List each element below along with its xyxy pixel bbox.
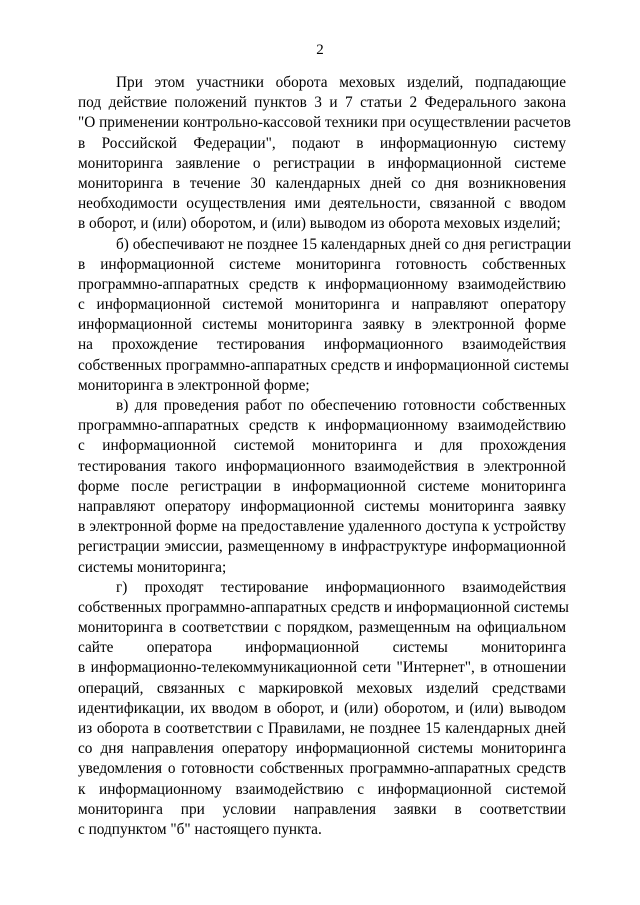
text-line: из оборота в соответствии с Правилами, не позднее 15 календарных дней — [78, 720, 566, 737]
text-line: системы мониторинга; — [78, 558, 227, 576]
text-line: б) обеспечивают не позднее 15 календарных дней со дня регистрации — [116, 235, 572, 253]
document-body — [78, 73, 572, 840]
text-line: в) для проведения работ по обеспечению готовности собственных — [116, 397, 566, 414]
text-line: со дня направления оператору информационной системы мониторинга — [78, 740, 566, 758]
text-line: мониторинга в электронной форме; — [78, 376, 310, 394]
page-number: 2 — [316, 42, 324, 58]
text-line: мониторинга в соответствии с порядком, размещенным на официальном — [78, 619, 566, 637]
text-line: в информационно-телекоммуникационной сети "Интернет", в отношении — [78, 659, 566, 677]
text-line: с информационной системой мониторинга и для прохождения — [78, 437, 566, 455]
text-line: с подпунктом "б" настоящего пункта. — [78, 820, 322, 838]
text-line: уведомления о готовности собственных программно-аппаратных средств — [78, 760, 566, 778]
text-line: операций, связанных с маркировкой меховых изделий средствами — [78, 679, 566, 697]
text-line: собственных программно-аппаратных средств и информационной системы — [78, 356, 569, 374]
text-line: программно-аппаратных средств к информационному взаимодействию — [78, 417, 566, 435]
text-line: мониторинга при условии направления заявки в соответствии — [78, 800, 566, 818]
text-line: необходимости осуществления ими деятельности, связанной с вводом — [78, 195, 566, 213]
text-line: тестирования такого информационного взаимодействия в электронной — [78, 457, 566, 475]
text-line: направляют оператору информационной системы мониторинга заявку — [78, 497, 566, 515]
text-line: г) проходят тестирование информационного взаимодействия — [116, 578, 566, 596]
paragraph-g — [78, 578, 569, 840]
paragraph-participants — [78, 73, 571, 235]
text-line: "О применении контрольно-кассовой техники при осуществлении расчетов — [78, 114, 571, 132]
text-line: При этом участники оборота меховых изделий, подпадающие — [116, 74, 566, 91]
text-line: идентификации, их вводом в оборот, и (или) оборотом, и (или) выводом — [78, 699, 566, 717]
paragraph-b — [78, 235, 572, 397]
text-line: под действие положений пунктов 3 и 7 статьи 2 Федерального закона — [78, 94, 566, 112]
text-line: с информационной системой мониторинга и направляют оператору — [78, 296, 566, 314]
text-line: информационной системы мониторинга заявку в электронной форме — [78, 316, 566, 334]
text-line: мониторинга заявление о регистрации в информационной системе — [78, 154, 566, 172]
text-line: программно-аппаратных средств к информационному взаимодействию — [78, 275, 566, 293]
text-line: собственных программно-аппаратных средств и информационной системы — [78, 598, 569, 616]
text-line: регистрации эмиссии, размещенному в инфраструктуре информационной — [78, 538, 566, 556]
text-line: мониторинга в течение 30 календарных дней со дня возникновения — [78, 174, 566, 192]
text-line: на прохождение тестирования информационного взаимодействия — [78, 336, 566, 354]
text-line: к информационному взаимодействию с информационной системой — [78, 780, 566, 798]
text-line: сайте оператора информационной системы мониторинга — [78, 639, 566, 657]
text-line: в электронной форме на предоставление удаленного доступа к устройству — [78, 518, 566, 536]
text-line: в оборот, и (или) оборотом, и (или) выводом из оборота меховых изделий; — [78, 215, 561, 233]
text-line: форме после регистрации в информационной системе мониторинга — [78, 477, 566, 495]
text-line: в информационной системе мониторинга готовность собственных — [78, 255, 566, 273]
text-line: в Российской Федерации", подают в информационную систему — [78, 134, 566, 152]
paragraph-v — [78, 396, 566, 578]
